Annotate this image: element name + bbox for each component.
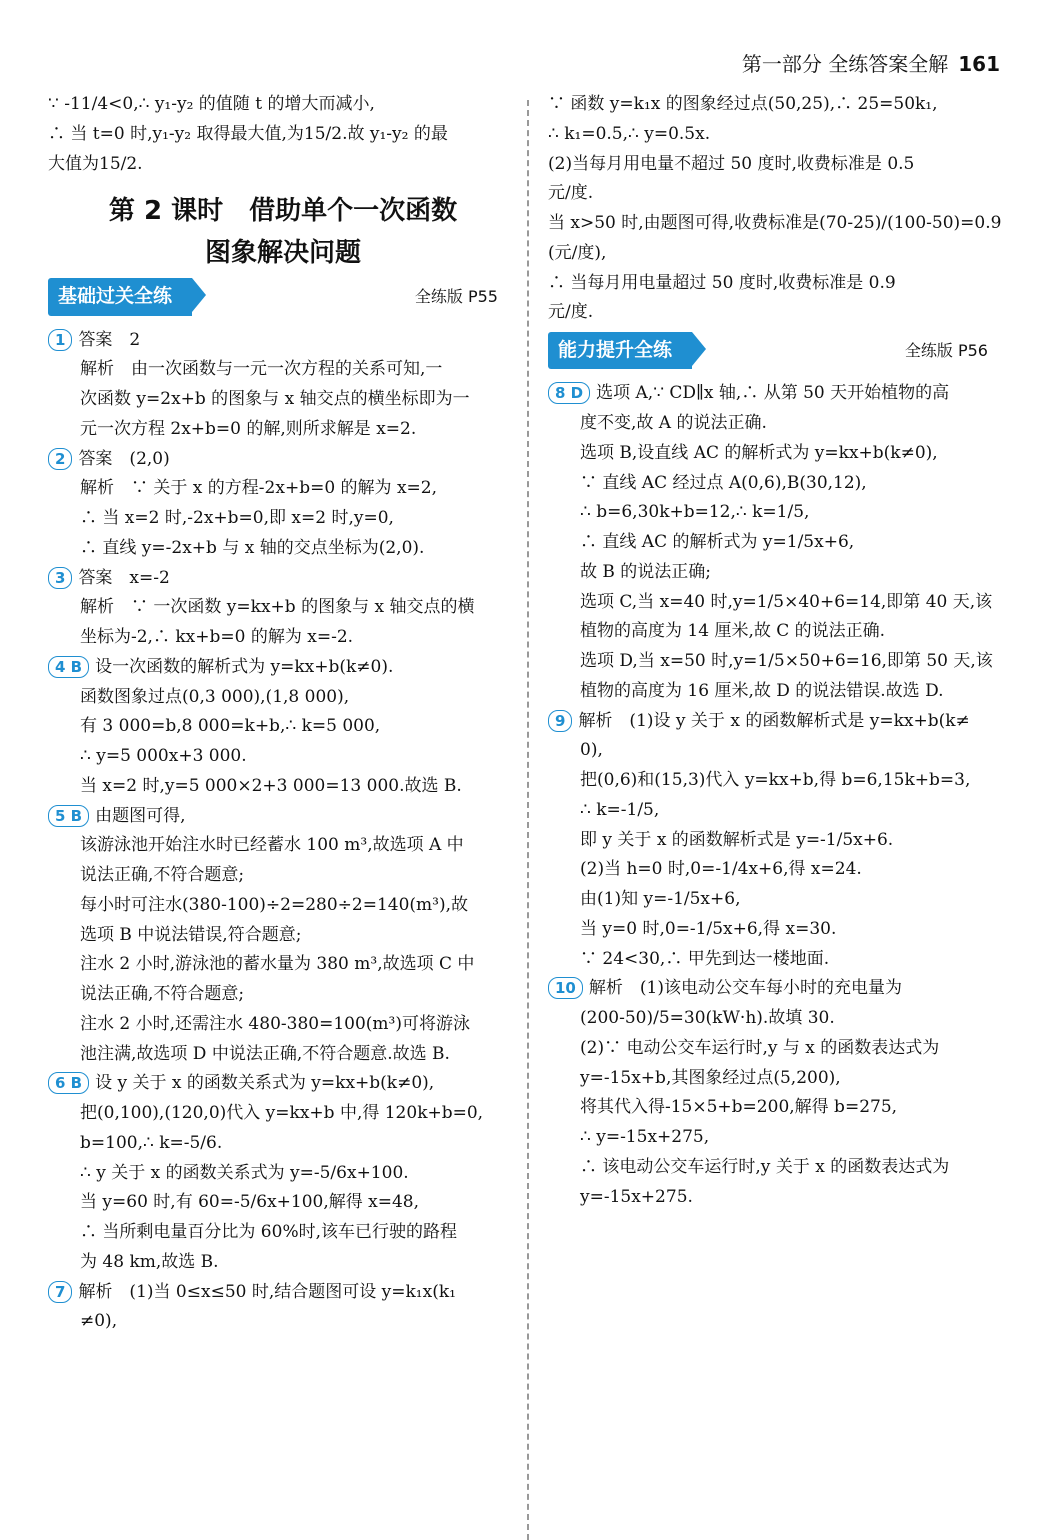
answer-text: 选项 B,设直线 AC 的解析式为 y=kx+b(k≠0), bbox=[580, 442, 938, 463]
answer-text: 答案 x=-2 bbox=[78, 567, 170, 588]
right-items bbox=[548, 379, 1008, 1212]
question-number-badge: 8 D bbox=[548, 382, 590, 404]
answer-line bbox=[548, 1183, 1008, 1213]
continued-line: ∴ 当每月用电量超过 50 度时,收费标准是 0.9 bbox=[548, 272, 896, 293]
answer-text: ∴ 直线 y=-2x+b 与 x 轴的交点坐标为(2,0). bbox=[80, 537, 425, 558]
question-number-badge: 6 B bbox=[48, 1072, 89, 1094]
answer-text: ∵ 直线 AC 经过点 A(0,6),B(30,12), bbox=[580, 472, 867, 493]
answer-line bbox=[48, 831, 518, 861]
answer-line bbox=[48, 980, 518, 1010]
answer-line bbox=[548, 528, 1008, 558]
answer-text: 注水 2 小时,还需注水 480-380=100(m³)可将游泳 bbox=[80, 1013, 470, 1034]
answer-text: 植物的高度为 16 厘米,故 D 的说法错误.故选 D. bbox=[580, 680, 944, 701]
answer-text: 注水 2 小时,游泳池的蓄水量为 380 m³,故选项 C 中 bbox=[80, 954, 475, 975]
answer-item bbox=[48, 445, 518, 564]
question-number-badge: 3 bbox=[48, 567, 72, 589]
lesson-title-line-2: 图象解决问题 bbox=[204, 237, 361, 268]
answer-text: ∴ 当 x=2 时,-2x+b=0,即 x=2 时,y=0, bbox=[80, 508, 394, 529]
answer-line bbox=[48, 504, 518, 534]
answer-line bbox=[48, 653, 518, 683]
answer-text: 解析 ∵ 关于 x 的方程-2x+b=0 的解为 x=2, bbox=[80, 478, 437, 499]
answer-line bbox=[548, 617, 1008, 647]
answer-line bbox=[548, 677, 1008, 707]
right-column bbox=[548, 90, 1008, 1212]
answer-text: 设 y 关于 x 的函数关系式为 y=kx+b(k≠0), bbox=[95, 1073, 435, 1094]
answer-text: (200-50)/5=30(kW·h).故填 30. bbox=[580, 1008, 835, 1028]
intro-line: ∴ 当 t=0 时,y₁-y₂ 取得最大值,为15/2.故 y₁-y₂ 的最 bbox=[48, 123, 448, 144]
answer-item bbox=[48, 802, 518, 1070]
question-number-badge: 4 B bbox=[48, 656, 89, 678]
answer-text: 将其代入得-15×5+b=200,解得 b=275, bbox=[580, 1097, 898, 1118]
answer-line bbox=[48, 683, 518, 713]
continued-line: 元/度. bbox=[548, 302, 594, 323]
answer-text: 元一次方程 2x+b=0 的解,则所求解是 x=2. bbox=[80, 418, 417, 439]
answer-text: 选项 A,∵ CD∥x 轴,∴ 从第 50 天开始植物的高 bbox=[596, 383, 950, 404]
answer-line bbox=[48, 564, 518, 594]
lesson-title-line-1: 第 2 课时 借助单个一次函数 bbox=[108, 196, 458, 227]
answer-line bbox=[48, 623, 518, 653]
answer-line bbox=[48, 385, 518, 415]
answer-line bbox=[548, 498, 1008, 528]
answer-item bbox=[48, 326, 518, 445]
answer-text: ∴ 当所剩电量百分比为 60%时,该车已行驶的路程 bbox=[80, 1222, 457, 1243]
answer-text: 即 y 关于 x 的函数解析式是 y=-1/5x+6. bbox=[580, 829, 894, 850]
answer-line bbox=[548, 945, 1008, 975]
question-number-badge: 9 bbox=[548, 710, 572, 732]
answer-text: 解析 (1)该电动公交车每小时的充电量为 bbox=[588, 978, 902, 999]
answer-text: 解析 (1)当 0≤x≤50 时,结合题图可设 y=k₁x(k₁ bbox=[78, 1281, 456, 1302]
answer-text: 说法正确,不符合题意; bbox=[80, 984, 245, 1005]
page-header bbox=[742, 48, 1000, 77]
answer-line bbox=[548, 558, 1008, 588]
answer-text: 为 48 km,故选 B. bbox=[80, 1251, 219, 1272]
question-number-badge: 7 bbox=[48, 1281, 72, 1303]
lesson-title bbox=[48, 191, 518, 274]
continued-line: ∵ 函数 y=k₁x 的图象经过点(50,25),∴ 25=50k₁, bbox=[548, 94, 938, 114]
answer-line bbox=[48, 1218, 518, 1248]
answer-text: 把(0,6)和(15,3)代入 y=kx+b,得 b=6,15k+b=3, bbox=[580, 770, 971, 790]
answer-line bbox=[548, 885, 1008, 915]
answer-item bbox=[48, 1278, 518, 1338]
answer-text: 次函数 y=2x+b 的图象与 x 轴交点的横坐标即为一 bbox=[80, 389, 470, 410]
answer-line bbox=[548, 588, 1008, 618]
answer-text: ∴ y=-15x+275, bbox=[580, 1127, 710, 1147]
answer-line bbox=[48, 921, 518, 951]
answer-line bbox=[548, 736, 1008, 766]
answer-line bbox=[548, 1093, 1008, 1123]
section-ref: 全练版 P55 bbox=[414, 287, 498, 307]
answer-item bbox=[548, 974, 1008, 1212]
answer-line bbox=[48, 534, 518, 564]
answer-text: 把(0,100),(120,0)代入 y=kx+b 中,得 120k+b=0, bbox=[80, 1103, 484, 1124]
answer-text: ∴ 直线 AC 的解析式为 y=1/5x+6, bbox=[580, 532, 855, 552]
answer-text: 0), bbox=[580, 740, 603, 761]
answer-line bbox=[548, 826, 1008, 856]
answer-line bbox=[48, 742, 518, 772]
intro-line: 大值为15/2. bbox=[48, 153, 143, 174]
question-number-badge: 5 B bbox=[48, 805, 89, 827]
answer-text: 每小时可注水(380-100)÷2=280÷2=140(m³),故 bbox=[80, 894, 469, 915]
left-items bbox=[48, 326, 518, 1338]
answer-line bbox=[548, 796, 1008, 826]
answer-line bbox=[48, 1307, 518, 1337]
answer-line bbox=[548, 1123, 1008, 1153]
answer-text: y=-15x+b,其图象经过点(5,200), bbox=[580, 1067, 841, 1088]
question-number-badge: 10 bbox=[548, 977, 583, 999]
answer-item bbox=[48, 1069, 518, 1277]
answer-text: 该游泳池开始注水时已经蓄水 100 m³,故选项 A 中 bbox=[80, 835, 464, 856]
continued-line: (元/度), bbox=[548, 242, 607, 263]
answer-text: 当 y=0 时,0=-1/5x+6,得 x=30. bbox=[580, 918, 837, 939]
continued-line: 当 x>50 时,由题图可得,收费标准是(70-25)/(100-50)=0.9 bbox=[548, 213, 1002, 233]
answer-line bbox=[48, 1040, 518, 1070]
answer-item bbox=[48, 564, 518, 653]
answer-line bbox=[548, 647, 1008, 677]
answer-text: 答案 (2,0) bbox=[78, 448, 170, 469]
section-label: 能力提升全练 bbox=[548, 332, 692, 369]
question-number-badge: 2 bbox=[48, 448, 72, 470]
answer-line bbox=[548, 1153, 1008, 1183]
answer-line bbox=[548, 379, 1008, 409]
answer-line bbox=[548, 1004, 1008, 1034]
answer-text: ∴ 该电动公交车运行时,y 关于 x 的函数表达式为 bbox=[580, 1156, 950, 1177]
answer-line bbox=[48, 1129, 518, 1159]
answer-text: 选项 C,当 x=40 时,y=1/5×40+6=14,即第 40 天,该 bbox=[580, 591, 993, 612]
answer-line bbox=[48, 1278, 518, 1308]
answer-item bbox=[48, 653, 518, 802]
answer-text: (2)当 h=0 时,0=-1/4x+6,得 x=24. bbox=[580, 859, 862, 880]
answer-text: ∴ y 关于 x 的函数关系式为 y=-5/6x+100. bbox=[80, 1162, 409, 1183]
answer-text: 度不变,故 A 的说法正确. bbox=[580, 413, 767, 433]
answer-text: 解析 (1)设 y 关于 x 的函数解析式是 y=kx+b(k≠ bbox=[578, 710, 970, 731]
answer-line bbox=[48, 474, 518, 504]
intro-line: ∵ -11/4<0,∴ y₁-y₂ 的值随 t 的增大而减小, bbox=[48, 94, 375, 114]
answer-text: (2)∵ 电动公交车运行时,y 与 x 的函数表达式为 bbox=[580, 1037, 940, 1058]
answer-line bbox=[548, 469, 1008, 499]
answer-text: 由(1)知 y=-1/5x+6, bbox=[580, 889, 741, 909]
answer-text: ∴ y=5 000x+3 000. bbox=[80, 746, 247, 767]
answer-text: 解析 由一次函数与一元一次方程的关系可知,一 bbox=[80, 359, 443, 380]
answer-text: 有 3 000=b,8 000=k+b,∴ k=5 000, bbox=[80, 716, 381, 737]
answer-line bbox=[48, 445, 518, 475]
answer-line bbox=[48, 772, 518, 802]
answer-line bbox=[48, 1069, 518, 1099]
answer-line bbox=[48, 891, 518, 921]
answer-text: ∴ b=6,30k+b=12,∴ k=1/5, bbox=[580, 502, 810, 523]
answer-text: ∵ 24<30,∴ 甲先到达一楼地面. bbox=[580, 948, 830, 969]
answer-text: 选项 D,当 x=50 时,y=1/5×50+6=16,即第 50 天,该 bbox=[580, 651, 993, 671]
answer-text: 由题图可得, bbox=[95, 805, 186, 826]
answer-line bbox=[548, 439, 1008, 469]
answer-text: 答案 2 bbox=[78, 329, 141, 350]
answer-text: 设一次函数的解析式为 y=kx+b(k≠0). bbox=[95, 656, 394, 677]
answer-line bbox=[548, 1064, 1008, 1094]
answer-line bbox=[48, 355, 518, 385]
answer-text: 池注满,故选项 D 中说法正确,不符合题意.故选 B. bbox=[80, 1043, 450, 1064]
answer-text: 当 x=2 时,y=5 000×2+3 000=13 000.故选 B. bbox=[80, 775, 462, 796]
answer-text: 函数图象过点(0,3 000),(1,8 000), bbox=[80, 686, 350, 707]
answer-text: 当 y=60 时,有 60=-5/6x+100,解得 x=48, bbox=[80, 1192, 420, 1213]
answer-line bbox=[548, 766, 1008, 796]
answer-line bbox=[48, 802, 518, 832]
answer-line bbox=[48, 1159, 518, 1189]
answer-line bbox=[48, 1099, 518, 1129]
question-number-badge: 1 bbox=[48, 329, 72, 351]
section-banner-advanced bbox=[548, 332, 1008, 369]
answer-line bbox=[548, 974, 1008, 1004]
answer-text: ≠0), bbox=[80, 1311, 118, 1332]
page-number: 161 bbox=[958, 52, 1000, 76]
answer-text: ∴ k=-1/5, bbox=[580, 799, 660, 820]
answer-line bbox=[48, 1188, 518, 1218]
answer-line bbox=[48, 326, 518, 356]
answer-line bbox=[48, 861, 518, 891]
answer-line bbox=[548, 915, 1008, 945]
answer-text: b=100,∴ k=-5/6. bbox=[80, 1132, 223, 1153]
answer-text: y=-15x+275. bbox=[580, 1186, 693, 1207]
section-banner-basic bbox=[48, 278, 518, 315]
section-ref: 全练版 P56 bbox=[904, 340, 988, 360]
header-text: 第一部分 全练答案全解 bbox=[741, 52, 949, 76]
answer-text: 解析 ∵ 一次函数 y=kx+b 的图象与 x 轴交点的横 bbox=[80, 597, 475, 618]
answer-text: 坐标为-2,∴ kx+b=0 的解为 x=-2. bbox=[80, 627, 354, 648]
column-divider bbox=[527, 100, 529, 1540]
answer-item bbox=[548, 707, 1008, 975]
answer-text: 说法正确,不符合题意; bbox=[80, 865, 245, 886]
right-pre bbox=[548, 90, 1008, 328]
answer-line bbox=[48, 950, 518, 980]
answer-line bbox=[548, 707, 1008, 737]
section-label: 基础过关全练 bbox=[48, 278, 192, 315]
answer-text: 故 B 的说法正确; bbox=[580, 561, 712, 582]
answer-line bbox=[548, 409, 1008, 439]
answer-line bbox=[48, 712, 518, 742]
answer-line bbox=[48, 1010, 518, 1040]
left-column bbox=[48, 90, 518, 1337]
answer-line bbox=[48, 593, 518, 623]
answer-text: 植物的高度为 14 厘米,故 C 的说法正确. bbox=[580, 621, 886, 642]
continued-line: 元/度. bbox=[548, 183, 594, 204]
answer-item bbox=[548, 379, 1008, 706]
answer-line bbox=[48, 1248, 518, 1278]
answer-line bbox=[548, 1034, 1008, 1064]
continued-line: (2)当每月用电量不超过 50 度时,收费标准是 0.5 bbox=[548, 153, 915, 174]
answer-text: 选项 B 中说法错误,符合题意; bbox=[80, 924, 302, 945]
answer-line bbox=[548, 855, 1008, 885]
continued-line: ∴ k₁=0.5,∴ y=0.5x. bbox=[548, 123, 711, 144]
answer-line bbox=[48, 415, 518, 445]
